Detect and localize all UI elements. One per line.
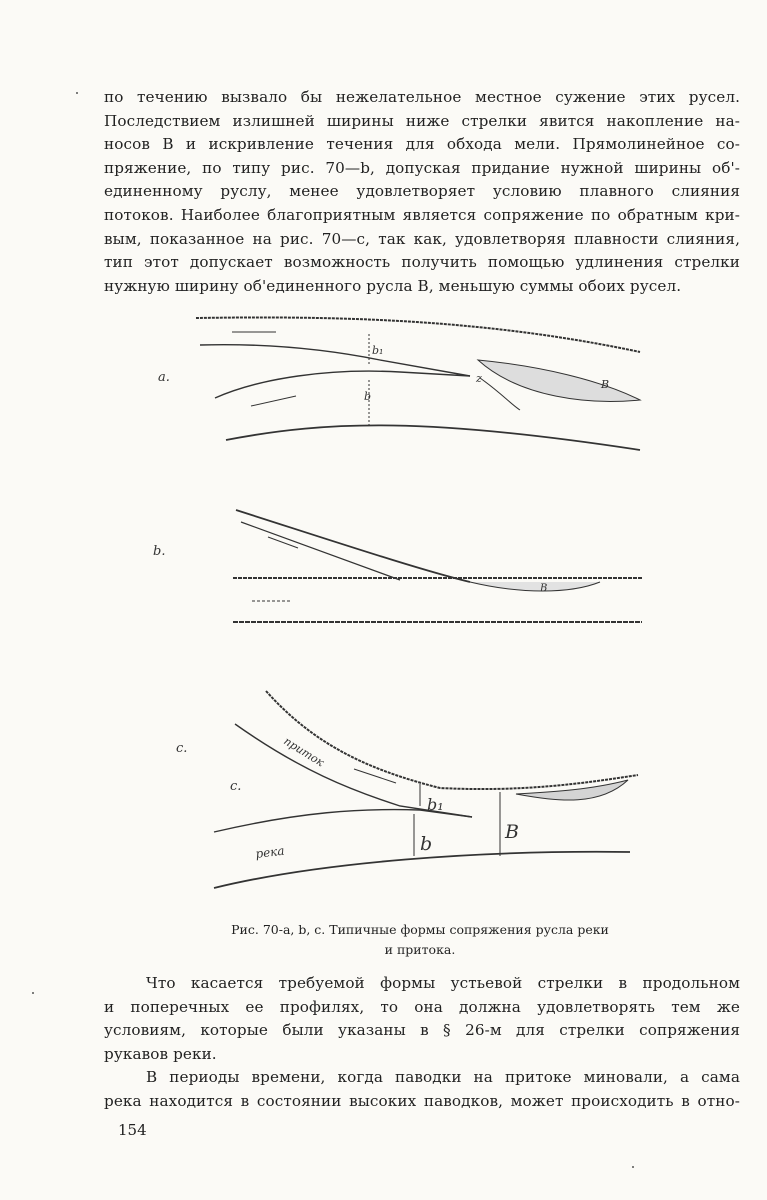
page-number: 154 [118, 1121, 147, 1139]
paragraph-3 [104, 1066, 740, 1113]
text-line: носов B и искривление течения для обхода мели. Прямолинейное со- [104, 135, 740, 154]
text-line: единенному руслу, менее удовлетворяет условию плавного слияния [104, 182, 740, 201]
text-line: потоков. Наиболее благоприятным является сопряжение по обратным кри- [104, 205, 740, 224]
label-river: река [254, 843, 286, 861]
text-line: Что касается требуемой формы устьевой стрелки в продольном [146, 974, 740, 992]
mark-c: c. [230, 779, 242, 794]
panel-a-label: a. [158, 370, 170, 385]
scan-speck [76, 92, 78, 94]
mark-b1-a: b₁ [372, 344, 384, 357]
scan-speck [632, 1166, 634, 1168]
mark-B-c: B [505, 821, 519, 843]
figure-caption [190, 920, 650, 960]
mark-B-b: B [540, 583, 548, 594]
panel-c-diagram [214, 691, 638, 888]
mark-b-a: b [364, 390, 372, 403]
paragraph-2 [104, 972, 740, 1066]
text-line: условиям, которые были указаны в § 26-м для стрелки сопряжения [104, 1021, 740, 1040]
text-line: рукавов реки. [104, 1044, 217, 1063]
text-line: Последствием излишней ширины ниже стрелки явится накопление на- [104, 111, 740, 130]
panel-b-diagram [233, 510, 642, 622]
mark-z: z [476, 372, 482, 385]
mark-B-a: B [601, 378, 610, 391]
scan-speck [32, 992, 34, 994]
caption-line-1: Рис. 70-a, b, c. Типичные формы сопряжения русла реки [231, 922, 609, 937]
text-line: река находится в состоянии высоких паводков, может происходить в отно- [104, 1091, 740, 1110]
text-line: нужную ширину об'единенного русла B, меньшую суммы обоих русел. [104, 276, 682, 295]
caption-line-2: и притока. [384, 942, 456, 957]
panel-b-label: b. [153, 544, 166, 559]
label-tributary: приток [281, 734, 327, 770]
text-line: пряжение, по типу рис. 70—b, допуская придание нужной ширины об'- [104, 158, 740, 177]
text-line: и поперечных ее профилях, то она должна удовлетворять тем же [104, 997, 740, 1016]
text-line: В периоды времени, когда паводки на притоке миновали, а сама [146, 1068, 740, 1086]
panel-c-label: c. [176, 741, 188, 756]
mark-b1-c: b₁ [427, 795, 444, 814]
panel-a-diagram [196, 317, 640, 450]
mark-b-c: b [420, 833, 433, 855]
text-line: тип этот допускает возможность получить помощью удлинения стрелки [104, 253, 740, 272]
text-line: вым, показанное на рис. 70—c, так как, удовлетворяя плавности слияния, [104, 229, 740, 248]
text-line: по течению вызвало бы нежелательное местное сужение этих русел. [104, 88, 740, 106]
